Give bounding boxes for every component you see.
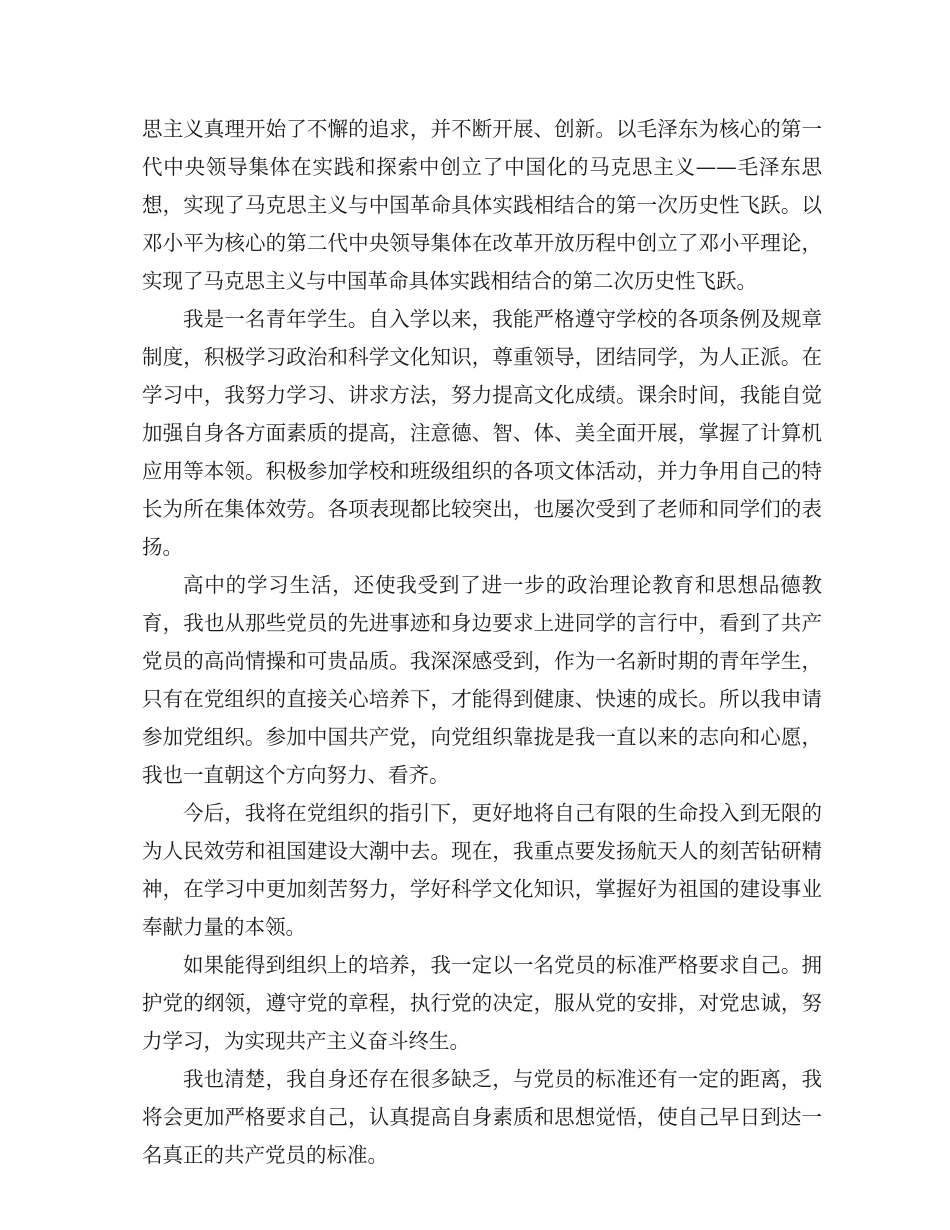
paragraph-continued: 思主义真理开始了不懈的追求，并不断开展、创新。以毛泽东为核心的第一代中央领导集体在实践和探索中创立了中国化的马克思主义——毛泽东思想，实现了马克思主义与中国革命具体实践相结合的第一次历史性飞跃。以邓小平为核心的第二代中央领导集体在改革开放历程中创立了邓小平理论，实现了马克思主义与中国革命具体实践相结合的第二次历史性飞跃。 <box>142 117 822 293</box>
paragraph-student-conduct: 我是一名青年学生。自入学以来，我能严格遵守学校的各项条例及规章制度，积极学习政治和科学文化知识，尊重领导，团结同学，为人正派。在学习中，我努力学习、讲求方法，努力提高文化成绩。课余时间，我能自觉加强自身各方面素质的提高，注意德、智、体、美全面开展，掌握了计算机应用等本领。积极参加学校和班级组织的各项文体活动，并力争用自己的特长为所在集体效劳。各项表现都比较突出，也屡次受到了老师和同学们的表扬。 <box>142 307 822 559</box>
paragraph-party-standards: 如果能得到组织上的培养，我一定以一名党员的标准严格要求自己。拥护党的纲领，遵守党的章程，执行党的决定，服从党的安排，对党忠诚，努力学习，为实现共产主义奋斗终生。 <box>142 953 822 1053</box>
paragraph-future-commitment: 今后，我将在党组织的指引下，更好地将自己有限的生命投入到无限的为人民效劳和祖国建设大潮中去。现在，我重点要发扬航天人的刻苦钻研精神，在学习中更加刻苦努力，学好科学文化知识，掌握好为祖国的建设事业奉献力量的本领。 <box>142 801 822 939</box>
paragraph-self-improvement: 我也清楚，我自身还存在很多缺乏，与党员的标准还有一定的距离，我将会更加严格要求自己，认真提高自身素质和思想觉悟，使自己早日到达一名真正的共产党员的标准。 <box>142 1067 822 1167</box>
paragraph-high-school-education: 高中的学习生活，还使我受到了进一步的政治理论教育和思想品德教育，我也从那些党员的先进事迹和身边要求上进同学的言行中，看到了共产党员的高尚情操和可贵品质。我深深感受到，作为一名新时期的青年学生，只有在党组织的直接关心培养下，才能得到健康、快速的成长。所以我申请参加党组织。参加中国共产党，向党组织靠拢是我一直以来的志向和心愿，我也一直朝这个方向努力、看齐。 <box>142 573 822 787</box>
document-page <box>142 110 822 1174</box>
